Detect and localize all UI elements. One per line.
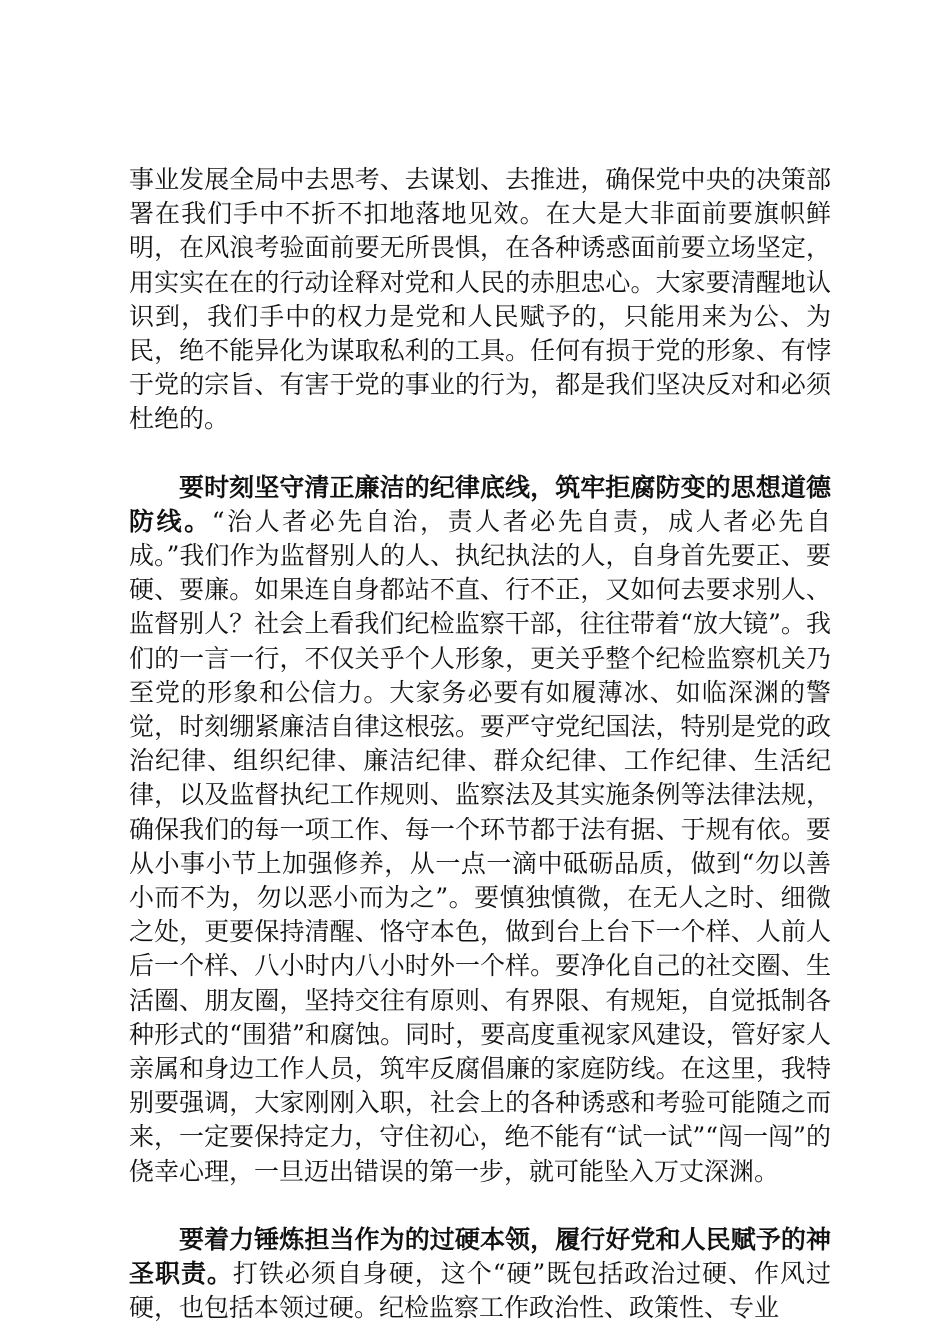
paragraph-heading: 要着力锤炼担当作为的过硬本领，履行好党和人民赋予的神圣职责。 <box>129 1224 831 1289</box>
paragraph-body: 打铁必须自身硬，这个“硬”既包括政治过硬、作风过硬，也包括本领过硬。纪检监察工作政治性、政策性、专业 <box>129 1259 831 1323</box>
paragraph-discipline <box>129 471 831 1189</box>
paragraph-spacer <box>129 437 831 471</box>
paragraph-capability <box>129 1223 831 1326</box>
document-page <box>129 163 831 1326</box>
paragraph-body: “治人者必先自治，责人者必先自责，成人者必先自成。”我们作为监督别人的人、执纪执法的人，自身首先要正、要硬、要廉。如果连自身都站不直、行不正，又如何去要求别人、监督别人？社会上看我们纪检监察干部，往往带着“放大镜”。我们的一言一行，不仅关乎个人形象，更关乎整个纪检监察机关乃至党的形象和公信力。大家务必要有如履薄冰、如临深渊的警觉，时刻绷紧廉洁自律这根弦。要严守党纪国法，特别是党的政治纪律、组织纪律、廉洁纪律、群众纪律、工作纪律、生活纪律，以及监督执纪工作规则、监察法及其实施条例等法律法规，确保我们的每一项工作、每一个环节都于法有据、于规有依。要从小事小节上加强修养，从一点一滴中砥砺品质，做到“勿以善小而不为，勿以恶小而为之”。要慎独慎微，在无人之时、细微之处，更要保持清醒、恪守本色，做到台上台下一个样、人前人后一个样、八小时内八小时外一个样。要净化自己的社交圈、生活圈、朋友圈，坚持交往有原则、有界限、有规矩，自觉抵制各种形式的“围猎”和腐蚀。同时，要高度重视家风建设，管好家人亲属和身边工作人员，筑牢反腐倡廉的家庭防线。在这里，我特别要强调，大家刚刚入职，社会上的各种诱惑和考验可能随之而来，一定要保持定力，守住初心，绝不能有“试一试”“闯一闯”的侥幸心理，一旦迈出错误的第一步，就可能坠入万丈深渊。 <box>129 506 831 1186</box>
paragraph-spacer <box>129 1189 831 1223</box>
paragraph-heading: 要时刻坚守清正廉洁的纪律底线，筑牢拒腐防变的思想道德防线。 <box>129 472 831 536</box>
paragraph-body: 事业发展全局中去思考、去谋划、去推进，确保党中央的决策部署在我们手中不折不扣地落地见效。在大是大非面前要旗帜鲜明，在风浪考验面前要无所畏惧，在各种诱惑面前要立场坚定，用实实在在的行动诠释对党和人民的赤胆忠心。大家要清醒地认识到，我们手中的权力是党和人民赋予的，只能用来为公、为民，绝不能异化为谋取私利的工具。任何有损于党的形象、有悖于党的宗旨、有害于党的事业的行为，都是我们坚决反对和必须杜绝的。 <box>129 165 831 434</box>
paragraph-continuation <box>129 163 831 437</box>
